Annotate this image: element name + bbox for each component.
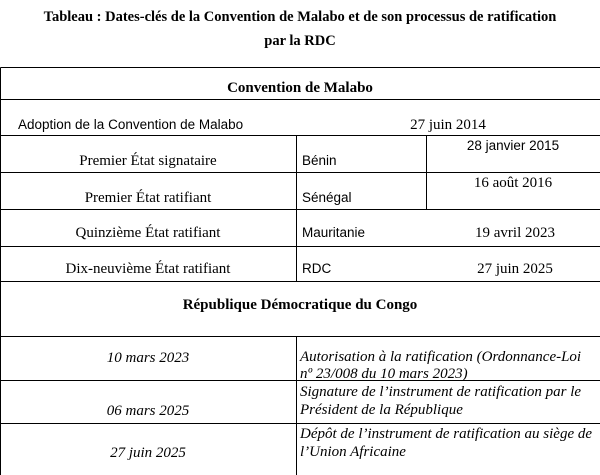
row-date: 28 janvier 2015 (466, 138, 560, 153)
event-description: l’Union Africaine (300, 444, 406, 460)
section-title-rdc: République Démocratique du Congo (182, 297, 418, 313)
event-description: Signature de l’instrument de ratification par le (300, 384, 582, 400)
row-date: 19 avril 2023 (475, 225, 555, 241)
caption-line-2: par la RDC (264, 33, 336, 49)
row-date: 27 juin 2025 (477, 261, 553, 277)
event-description: Président de la République (300, 402, 463, 418)
row-state: Bénin (302, 153, 337, 168)
row-label: Quinzième État ratifiant (75, 225, 221, 241)
row-label: Premier État signataire (79, 153, 217, 169)
row-state: Sénégal (302, 190, 352, 205)
event-date: 10 mars 2023 (106, 350, 190, 366)
row-label: Premier État ratifiant (84, 190, 212, 206)
event-date: 06 mars 2025 (106, 403, 190, 419)
row-label: Dix-neuvième État ratifiant (65, 261, 231, 277)
section-title-malabo: Convention de Malabo (227, 80, 373, 96)
adoption-date: 27 juin 2014 (410, 117, 486, 133)
adoption-label: Adoption de la Convention de Malabo (18, 117, 244, 132)
event-description: Autorisation à la ratification (Ordonnance-Loi (300, 349, 582, 365)
event-description: nº 23/008 du 10 mars 2023) (300, 366, 468, 382)
row-state: Mauritanie (302, 225, 366, 240)
event-description: Dépôt de l’instrument de ratification au siège de (300, 426, 593, 442)
caption-line-1: Tableau : Dates-clés de la Convention de Malabo et de son processus de ratification (43, 9, 557, 25)
row-state: RDC (302, 261, 332, 276)
row-date: 16 août 2016 (473, 175, 553, 191)
event-date: 27 juin 2025 (110, 445, 186, 461)
